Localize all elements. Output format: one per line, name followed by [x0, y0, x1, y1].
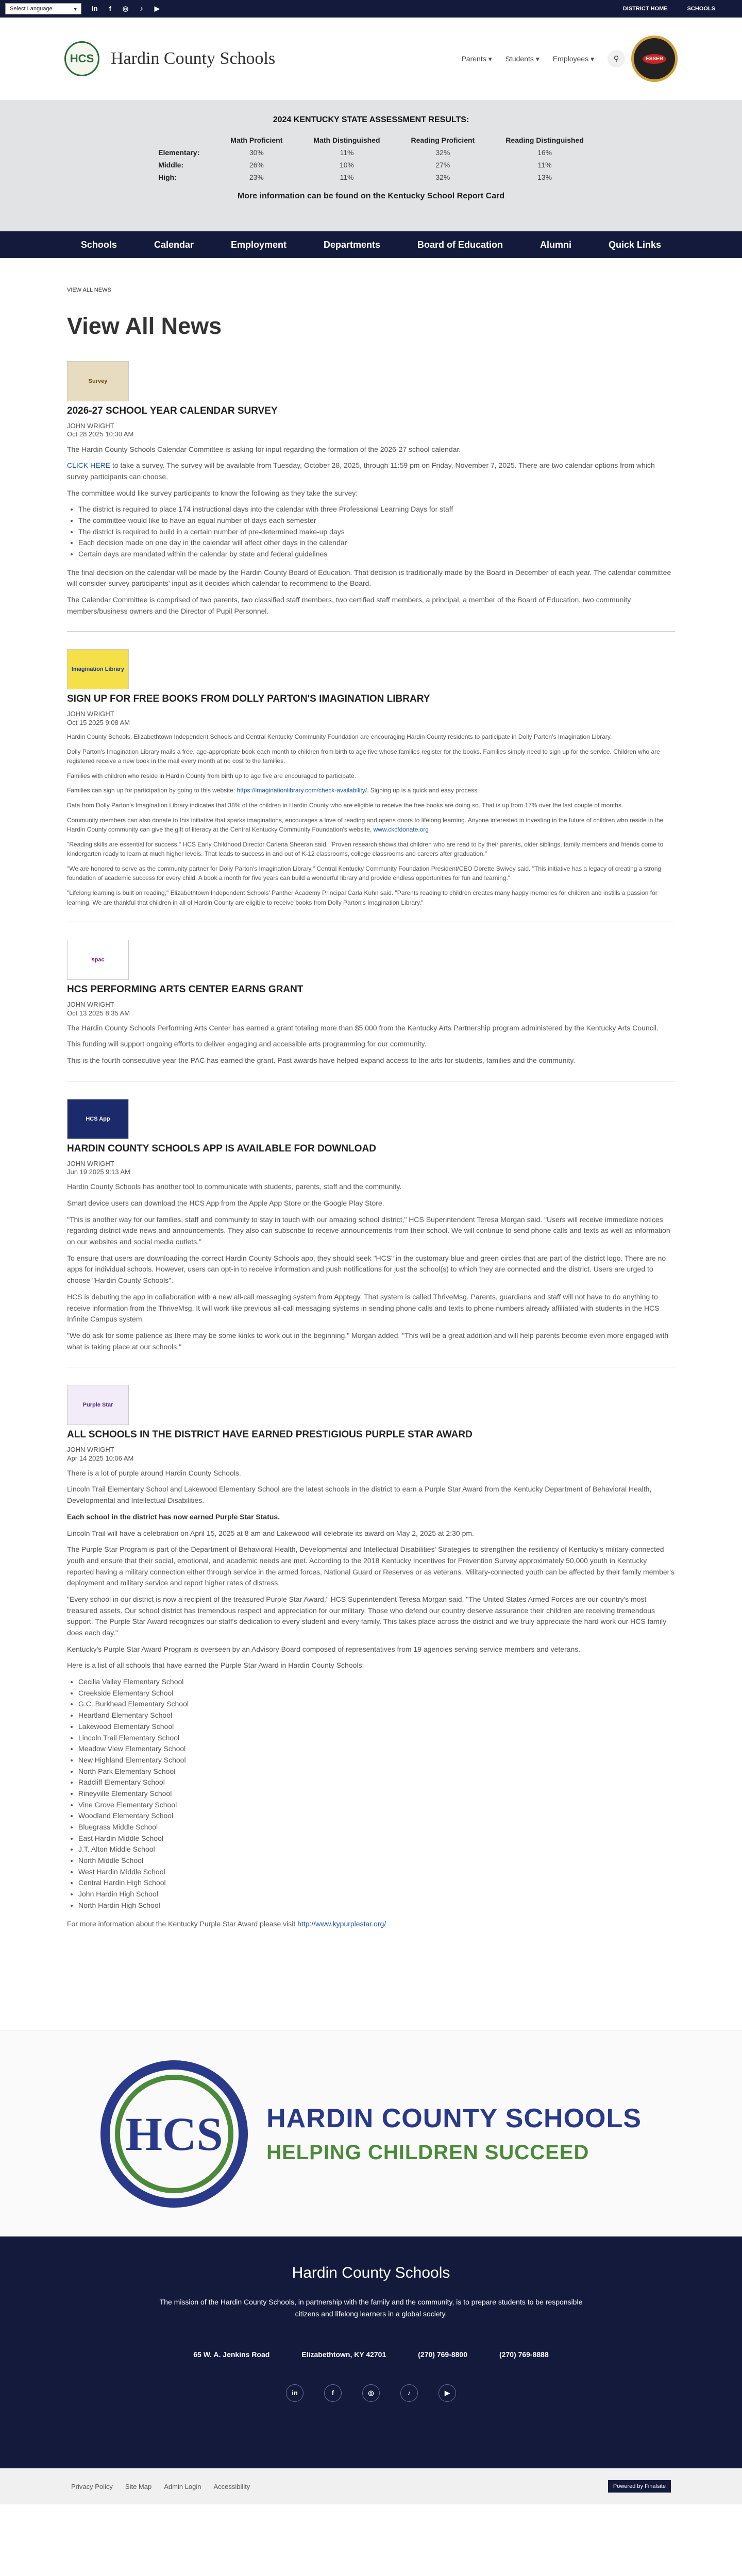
admin-login-link[interactable]: Admin Login — [164, 2482, 201, 2490]
assessment-corner — [143, 134, 215, 146]
article-thumbnail[interactable] — [67, 1099, 129, 1139]
facebook-icon[interactable]: f — [109, 5, 111, 12]
article-paragraph: Families with children who reside in Hardin County from birth up to age five are encouraged to participate. — [67, 772, 356, 779]
article-paragraph: The Hardin County Schools Calendar Committee is asking for input regarding the formation of the 2026-27 school calendar. — [67, 445, 461, 453]
article-thumbnail[interactable] — [67, 361, 129, 401]
article-paragraph: There is a lot of purple around Hardin County Schools. — [67, 1468, 241, 1477]
article-date: Apr 14 2025 10:06 AM — [67, 1454, 134, 1462]
thumbnail-label: Purple Star — [82, 1402, 113, 1409]
article-paragraph — [67, 786, 675, 795]
article-author: JOHN WRIGHT — [67, 1446, 114, 1454]
article-title[interactable]: HCS PERFORMING ARTS CENTER EARNS GRANT — [67, 984, 303, 995]
article-paragraph: Here is a list of all schools that have earned the Purple Star Award in Hardin County Schools: — [67, 1661, 364, 1670]
news-content — [67, 258, 675, 1944]
hcs-logo — [100, 2060, 248, 2208]
list-item: • Central Hardin High School — [78, 1877, 675, 1889]
thumbnail-label: HCS App — [86, 1115, 110, 1122]
top-bar — [0, 0, 742, 18]
row-label: Middle: — [158, 161, 184, 169]
article-author: JOHN WRIGHT — [67, 1159, 114, 1167]
report-card-link[interactable]: Kentucky School Report Card — [387, 192, 505, 200]
table-cell: 32% — [435, 173, 450, 181]
bottom-links — [71, 2483, 250, 2490]
table-cell: 11% — [340, 148, 354, 157]
esser-seal[interactable] — [631, 36, 678, 82]
article-paragraph: Dolly Parton's Imagination Library mails a free, age-appropriate book each month to children from birth to age five whose families register for the books. Families simply need to sign up for the service. Children who are registered receive a new book in the mail every month at no cost to the families. — [67, 748, 660, 765]
article-paragraph: Hardin County Schools has another tool to communicate with students, parents, staff and the community. — [67, 1182, 402, 1191]
footer-fax[interactable]: (270) 769-8888 — [499, 2350, 549, 2359]
instagram-icon[interactable]: ◎ — [122, 5, 129, 12]
thumbnail-label: Survey — [88, 378, 108, 384]
article-paragraph: The Purple Star Program is part of the Department of Behavioral Health, Developmental and Intellectual Disabilities' Strategies to strengthen the resiliency of Kentucky's military-connected youth and ensure that their social, emotional, and academic needs are met. According to the 2018 Kentucky Incentives for Prevention Survey approximately 50,000 youth in Kentucky reported having a military connection either through service in the armed forces, National Guard or Reserves or as veterans. Military-connected youth can be affected by their family member's deployment and military service and report higher rates of distress. — [67, 1545, 674, 1587]
nav-employees[interactable]: Employees ▾ — [552, 54, 594, 63]
news-article — [67, 361, 675, 632]
article-title[interactable]: HARDIN COUNTY SCHOOLS APP IS AVAILABLE FOR DOWNLOAD — [67, 1143, 376, 1154]
assessment-title: 2024 KENTUCKY STATE ASSESSMENT RESULTS: — [273, 115, 469, 124]
footer-mission: The mission of the Hardin County Schools, in partnership with the family and the community, is to prepare students to be responsible citizens and lifelong learners in a global society. — [159, 2298, 583, 2318]
thumbnail-label: Imagination Library — [71, 666, 125, 673]
article-paragraph: The Hardin County Schools Performing Arts Center has earned a grant totaling more than $5,000 from the Kentucky Arts Partnership program administered by the Kentucky Arts Council. — [67, 1023, 659, 1032]
district-banner — [0, 2030, 742, 2236]
youtube-icon[interactable]: ▶ — [439, 2384, 456, 2402]
article-list — [78, 504, 675, 560]
article-title[interactable]: ALL SCHOOLS IN THE DISTRICT HAVE EARNED PRESTIGIOUS PURPLE STAR AWARD — [67, 1429, 473, 1440]
table-cell: 10% — [339, 161, 354, 169]
article-paragraph: "We are honored to serve as the community partner for Dolly Parton's Imagination Library," Central Kentucky Community Foundation President/CEO Dorette Swivey said. "This initiative has a legacy of creating a strong foundation of academic success for every child. A book a month for five years can build a wonderful library and provide endless opportunities for fun and learning." — [67, 865, 662, 882]
nav-schools[interactable]: Schools — [80, 239, 117, 250]
article-paragraph: Data from Dolly Parton's Imagination Library indicates that 38% of the children in Hardin County who are eligible to receive the free books are doing so. That is up from 17% over the last couple of months. — [67, 801, 623, 809]
article-paragraph: The final decision on the calendar will be made by the Hardin County Board of Education. That decision is traditionally made by the Board in December of each year. The calendar committee will consider survey participants' input as it decides which calendar to recommend to the Board. — [67, 568, 671, 588]
hcs-logo-text: HCS — [125, 2107, 223, 2160]
tiktok-icon[interactable]: ♪ — [400, 2384, 418, 2402]
signup-suffix: . Signing up is a quick and easy process. — [367, 787, 479, 794]
list-item: • West Hardin Middle School — [78, 1867, 675, 1878]
footer-address: 65 W. A. Jenkins Road — [193, 2350, 270, 2359]
nav-students[interactable]: Students ▾ — [505, 54, 539, 63]
article-author: JOHN WRIGHT — [67, 422, 114, 430]
list-item: • Lakewood Elementary School — [78, 1721, 675, 1733]
table-row — [143, 159, 599, 171]
table-row — [143, 171, 599, 183]
survey-link[interactable]: CLICK HERE — [67, 461, 111, 470]
article-paragraph: "Lifelong learning is built on reading," Elizabethtown Independent Schools' Panther Academy Principal Carla Kuhn said. "Parents reading to children creates many happy memories for children and instills a passion for learning. We are thankful that children in all of Hardin County are eligible to receive books from Dolly Parton's Imagination Library." — [67, 889, 657, 906]
nav-calendar[interactable]: Calendar — [154, 239, 194, 250]
article-paragraph: Hardin County Schools, Elizabethtown Independent Schools and Central Kentucky Community Foundation are encouraging Hardin County residents to participate in Dolly Parton's Imagination Library. — [67, 733, 612, 740]
article-paragraph: Lincoln Trail will have a celebration on April 15, 2025 at 8 am and Lakewood will celebrate its award on May 2, 2025 at 2:30 pm. — [67, 1529, 474, 1537]
imagination-library-link[interactable]: https://imaginationlibrary.com/check-availability/ — [237, 787, 367, 794]
news-article — [67, 649, 675, 922]
list-item: • East Hardin Middle School — [78, 1833, 675, 1844]
article-date: Jun 19 2025 9:13 AM — [67, 1168, 130, 1176]
table-cell: 32% — [435, 148, 450, 157]
news-article — [67, 1099, 675, 1367]
article-title[interactable]: 2026-27 SCHOOL YEAR CALENDAR SURVEY — [67, 405, 278, 416]
nav-parents[interactable]: Parents ▾ — [461, 54, 492, 63]
article-author: JOHN WRIGHT — [67, 1001, 114, 1009]
list-item: • North Hardin High School — [78, 1900, 675, 1911]
top-links — [623, 6, 715, 12]
schools-list — [78, 1676, 675, 1911]
table-row — [143, 146, 599, 159]
article-paragraph: HCS is debuting the app in collaboration with a new all-call messaging system from Apptegy. That system is called ThriveMsg. Parents, guardians and staff will not have to do anything to receive information from the ThriveMsg. It will work like previous all-call messaging systems in sending phone calls and texts to phone numbers already affiliated with students in the HCS Infinite Campus system. — [67, 1292, 660, 1324]
list-item: • North Middle School — [78, 1855, 675, 1867]
assessment-table — [143, 134, 599, 183]
site-header — [0, 18, 742, 100]
footer-title: Hardin County Schools — [292, 2264, 450, 2282]
instagram-icon[interactable]: ◎ — [362, 2384, 380, 2402]
ckcf-donate-link[interactable]: www.ckcfdonate.org — [373, 826, 429, 834]
list-item: • Woodland Elementary School — [78, 1810, 675, 1822]
banner-tagline: HELPING CHILDREN SUCCEED — [266, 2141, 589, 2164]
news-article — [67, 1385, 675, 1944]
col-header: Reading Distinguished — [505, 136, 584, 144]
article-date: Oct 28 2025 10:30 AM — [67, 430, 134, 438]
banner-text — [266, 2103, 642, 2164]
list-item: • Rineyville Elementary School — [78, 1788, 675, 1800]
banner-name: HARDIN COUNTY SCHOOLS — [266, 2104, 642, 2134]
row-label: High: — [158, 173, 177, 181]
article-paragraph: Kentucky's Purple Star Award Program is overseen by an Advisory Board composed of representatives from 19 agencies serving service members and veterans. — [67, 1645, 581, 1653]
nav-employment[interactable]: Employment — [230, 239, 286, 250]
list-item: • The district is required to build in a certain number of pre-determined make-up days — [78, 527, 675, 538]
list-item: • Cecilia Valley Elementary School — [78, 1676, 675, 1688]
nav-departments[interactable]: Departments — [324, 239, 381, 250]
list-item: • John Hardin High School — [78, 1889, 675, 1900]
list-item: • J.T. Alton Middle School — [78, 1844, 675, 1855]
signup-text: Families can sign up for participation by going to this website: — [67, 787, 235, 794]
article-paragraph: This is the fourth consecutive year the PAC has earned the grant. Past awards have helped expand access to the arts for students, families and the community. — [67, 1056, 576, 1065]
nav-alumni[interactable]: Alumni — [540, 239, 572, 250]
article-author: JOHN WRIGHT — [67, 710, 114, 718]
list-item: • Lincoln Trail Elementary School — [78, 1733, 675, 1744]
main-nav — [0, 231, 742, 258]
chevron-down-icon: ▾ — [74, 6, 77, 12]
list-item: • North Park Elementary School — [78, 1766, 675, 1777]
article-thumbnail[interactable] — [67, 940, 129, 980]
news-article — [67, 940, 675, 1081]
nav-quick-links[interactable]: Quick Links — [609, 239, 662, 250]
col-header: Math Proficient — [230, 136, 283, 144]
linkedin-icon[interactable]: in — [92, 5, 98, 12]
article-paragraph — [67, 1919, 675, 1930]
list-item: • Meadow View Elementary School — [78, 1743, 675, 1755]
facebook-icon[interactable]: f — [324, 2384, 342, 2402]
linkedin-icon[interactable]: in — [286, 2384, 303, 2402]
article-paragraph: "We do ask for some patience as there may be some kinks to work out in the beginning," Morgan added. "This will be a great addition and will help parents become even more engaged with what is taking place at our schools." — [67, 1331, 669, 1351]
accessibility-link[interactable]: Accessibility — [213, 2482, 250, 2490]
article-paragraph: Smart device users can download the HCS App from the Apple App Store or the Google Play Store. — [67, 1199, 384, 1207]
page-title: View All News — [67, 313, 222, 339]
row-label: Elementary: — [158, 148, 200, 157]
youtube-icon[interactable]: ▶ — [154, 5, 160, 12]
survey-text: to take a survey. The survey will be available from Tuesday, October 28, 2025, through 11:59 pm on Friday, November 7, 2025. There are two calendar options from which survey participants can choose. — [67, 461, 655, 481]
article-paragraph: Each school in the district has now earned Purple Star Status. — [67, 1512, 280, 1521]
nav-employees-label: Employees — [552, 54, 589, 63]
col-header: Math Distinguished — [313, 136, 380, 144]
list-item: • New Highland Elementary School — [78, 1755, 675, 1766]
article-paragraph: To ensure that users are downloading the correct Hardin County Schools app, they should seek "HCS" in the customary blue and green circles that are part of the district logo. There are no apps for individual schools. However, users can opt-in to receive information and push notifications for just the school(s) to which they are connected and the district. Users are urged to choose "Hardin County Schools". — [67, 1253, 666, 1285]
article-paragraph: The Calendar Committee is comprised of two parents, two classified staff members, two certified staff members, a principal, a member of the Board of Education, two community members/business owners and the Director of Pupil Personnel. — [67, 596, 631, 615]
social-links — [92, 5, 160, 13]
site-map-link[interactable]: Site Map — [125, 2482, 152, 2490]
assessment-more — [0, 192, 742, 201]
list-item: • G.C. Burkhead Elementary School — [78, 1699, 675, 1710]
assessment-results — [0, 100, 742, 231]
article-paragraph: Lincoln Trail Elementary School and Lakewood Elementary School are the latest schools in the district to earn a Purple Star Award from the Kentucky Department of Behavioral Health, Developmental and Intellectual Disabilities. — [67, 1485, 652, 1505]
list-item: • The district is required to place 174 instructional days into the calendar with three Professional Learning Days for staff — [78, 504, 675, 515]
list-item: • Radcliff Elementary School — [78, 1777, 675, 1788]
schools-link[interactable]: SCHOOLS — [687, 6, 715, 12]
article-paragraph: "Every school in our district is now a recipient of the treasured Purple Star Award," HCS Superintendent Teresa Morgan said. "The United States Armed Forces are our country's most treasured assets. Our school district has tremendous respect and appreciation for our military. Those who defend our country deserve assurance their children are receiving tremendous support. The Purple Star Award recognizes our staff's dedication to every student and every family. This takes place across the district and we truly appreciate the hard work our HCS family does each day." — [67, 1595, 667, 1637]
col-header: Reading Proficient — [411, 136, 475, 144]
article-paragraph: The committee would like survey participants to know the following as they take the survey: — [67, 488, 358, 497]
table-cell: 30% — [249, 148, 264, 157]
list-item: • Vine Grove Elementary School — [78, 1800, 675, 1811]
article-date: Oct 13 2025 8:35 AM — [67, 1009, 130, 1017]
article-paragraph: "Reading skills are essential for success," HCS Early Childhood Director Carlena Sheeran said. "Proven research shows that children who are read to by their parents, older siblings, family members and friends come to kindergarten ready to learn at much higher levels. That leads to success in and out of K-12 classrooms, college classrooms and careers after graduation." — [67, 840, 664, 858]
list-item: • Creekside Elementary School — [78, 1688, 675, 1699]
donate-text: Community members can also donate to this initiative that sparks imaginations, encourages a love of reading and opens doors to lifelong learning. Anyone interested in investing in the future of children who reside in the Hardin County community can give the gift of literacy at the Central Kentucky Community Foundation's website, — [67, 816, 664, 834]
article-paragraph: "This is another way for our families, staff and community to stay in touch with our amazing school district," HCS Superintendent Teresa Morgan said. "Users will receive immediate notices regarding district-wide news and announcements. They also can subscribe to receive announcements from their school. We will continue to send phone calls and texts as well as information on our websites and social media outlets." — [67, 1215, 670, 1246]
tiktok-icon[interactable]: ♪ — [140, 5, 143, 12]
language-select[interactable] — [5, 3, 81, 14]
table-cell: 27% — [435, 161, 450, 169]
thumbnail-label: spac — [91, 957, 105, 963]
breadcrumb[interactable]: VIEW ALL NEWS — [67, 287, 111, 293]
list-item: • Each decision made on one day in the calendar will affect other days in the calendar — [78, 537, 675, 549]
article-paragraph — [67, 460, 675, 482]
assessment-header-row — [143, 134, 599, 146]
nav-parents-label: Parents — [461, 54, 486, 63]
site-footer — [0, 2236, 742, 2468]
powered-by-badge[interactable]: Powered by Finalsite — [608, 2480, 671, 2493]
purple-star-text: For more information about the Kentucky Purple Star Award please visit — [67, 1919, 296, 1928]
list-item: • The committee would like to have an equal number of days each semester — [78, 515, 675, 527]
purple-star-link[interactable]: http://www.kypurplestar.org/ — [297, 1919, 386, 1928]
district-logo-text: HCS — [70, 52, 94, 65]
table-cell: 13% — [537, 173, 552, 181]
search-icon[interactable]: ⚲ — [608, 50, 625, 67]
table-cell: 11% — [340, 173, 354, 181]
esser-seal-text: ESSER — [643, 54, 666, 64]
bottom-bar — [0, 2468, 742, 2504]
assessment-more-text: More information can be found on the — [237, 192, 385, 200]
article-title[interactable]: SIGN UP FOR FREE BOOKS FROM DOLLY PARTON'S IMAGINATION LIBRARY — [67, 693, 430, 705]
footer-social — [0, 2384, 742, 2402]
article-thumbnail[interactable] — [67, 649, 129, 689]
list-item: • Heartland Elementary School — [78, 1710, 675, 1721]
header-nav — [461, 50, 625, 67]
footer-city: Elizabethtown, KY 42701 — [301, 2350, 386, 2359]
table-cell: 16% — [537, 148, 552, 157]
site-title[interactable]: Hardin County Schools — [111, 49, 276, 68]
logo-ring — [115, 2075, 233, 2193]
article-paragraph — [67, 816, 675, 835]
nav-board[interactable]: Board of Education — [417, 239, 503, 250]
privacy-policy-link[interactable]: Privacy Policy — [71, 2482, 113, 2490]
district-logo[interactable] — [64, 41, 99, 76]
language-label: Select Language — [10, 6, 53, 12]
list-item: • Bluegrass Middle School — [78, 1822, 675, 1833]
list-item: • Certain days are mandated within the calendar by state and federal guidelines — [78, 549, 675, 560]
table-cell: 26% — [249, 161, 264, 169]
footer-contacts — [0, 2350, 742, 2359]
district-home-link[interactable]: DISTRICT HOME — [622, 6, 668, 12]
footer-phone[interactable]: (270) 769-8800 — [418, 2350, 467, 2359]
table-cell: 11% — [537, 161, 552, 169]
article-paragraph: This funding will support ongoing efforts to deliver engaging and accessible arts programming for our community. — [67, 1040, 427, 1048]
article-thumbnail[interactable] — [67, 1385, 129, 1425]
nav-students-label: Students — [505, 54, 534, 63]
table-cell: 23% — [249, 173, 264, 181]
article-date: Oct 15 2025 9:08 AM — [67, 718, 130, 726]
